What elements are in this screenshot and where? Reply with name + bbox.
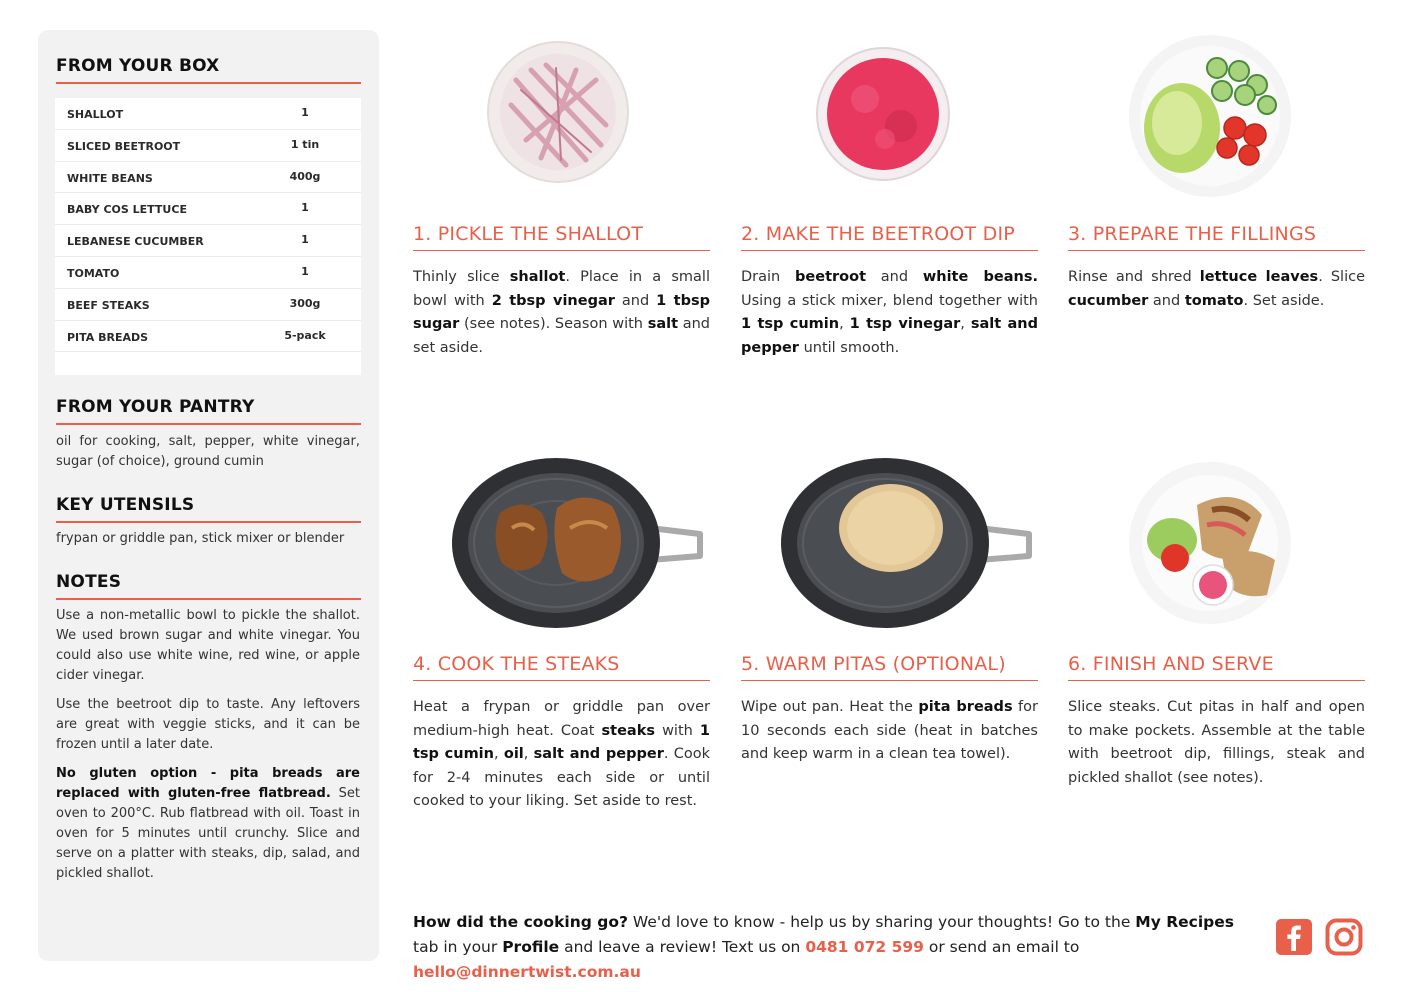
table-row <box>55 162 361 194</box>
box-ingredients-table <box>55 98 361 375</box>
facebook-icon[interactable] <box>1275 918 1313 956</box>
step-3-title: 3. PREPARE THE FILLINGS <box>1068 223 1365 251</box>
ingredient-name: TOMATO <box>67 266 120 280</box>
table-row <box>55 193 361 225</box>
feedback-footer: How did the cooking go? We'd love to know - help us by sharing your thoughts! Go to the My Recipes tab in your Profile and leave a review! Text us on 0481 072 599 or send an email to hello@dinnertwist.com.au <box>413 913 1234 981</box>
ingredient-name: BABY COS LETTUCE <box>67 203 187 217</box>
instagram-icon[interactable] <box>1325 918 1363 956</box>
finished-dish-photo <box>1127 460 1293 626</box>
beetroot-dip-photo <box>813 44 953 184</box>
pickled-shallot-photo <box>486 40 631 185</box>
ingredient-qty: 1 <box>301 264 309 278</box>
ingredient-qty: 1 <box>301 201 309 215</box>
box-heading: FROM YOUR BOX <box>56 56 361 84</box>
pantry-heading: FROM YOUR PANTRY <box>56 397 361 425</box>
ingredient-name: BEEF STEAKS <box>67 298 150 312</box>
step-4-title: 4. COOK THE STEAKS <box>413 653 710 681</box>
note-1: Use a non-metallic bowl to pickle the shallot. We used brown sugar and white vinegar. You could also use white wine, red wine, or apple cider vinegar. <box>56 608 360 683</box>
utensils-heading: KEY UTENSILS <box>56 495 361 523</box>
ingredient-name: LEBANESE CUCUMBER <box>67 235 204 249</box>
fillings-photo <box>1127 33 1293 199</box>
table-row <box>55 257 361 289</box>
table-row <box>55 130 361 162</box>
ingredient-name: SHALLOT <box>67 108 124 121</box>
step-5-title: 5. WARM PITAS (OPTIONAL) <box>741 653 1038 681</box>
table-row <box>55 321 361 353</box>
step-5-text: Wipe out pan. Heat the pita breads for 10 seconds each side (heat in batches and keep warm in a clean tea towel). <box>741 699 1038 762</box>
warm-pitas-photo <box>781 458 1033 628</box>
ingredient-qty: 400g <box>289 169 321 183</box>
step-6-title: 6. FINISH AND SERVE <box>1068 653 1365 681</box>
table-row <box>55 225 361 257</box>
notes-text <box>56 606 360 893</box>
step-4-text: Heat a frypan or griddle pan over medium-high heat. Coat steaks with 1 tsp cumin, oil, salt and pepper. Cook for 2-4 minutes each side or until cooked to your liking. Set aside to rest. <box>413 699 711 809</box>
step-3-text: Rinse and shred lettuce leaves. Slice cucumber and tomato. Set aside. <box>1068 269 1366 309</box>
ingredient-qty: 1 <box>301 233 309 247</box>
ingredients-sidebar <box>38 30 379 961</box>
step-2-text: Drain beetroot and white beans. Using a stick mixer, blend together with 1 tsp cumin, 1 tsp vinegar, salt and pepper until smooth. <box>741 269 1039 356</box>
ingredient-qty: 1 tin <box>290 137 320 151</box>
cook-steaks-photo <box>452 458 704 628</box>
ingredient-name: WHITE BEANS <box>67 171 153 185</box>
table-row <box>55 98 361 130</box>
note-3: No gluten option - pita breads are replaced with gluten-free flatbread. Set oven to 200°C. Rub flatbread with oil. Toast in oven for 5 minutes until crunchy. Slice and serve on a platter with steaks, dip, salad, and pickled shallot. <box>56 766 360 881</box>
ingredient-qty: 1 <box>301 106 309 119</box>
note-2: Use the beetroot dip to taste. Any leftovers are great with veggie sticks, and it can be frozen until a later date. <box>56 697 360 752</box>
notes-heading: NOTES <box>56 572 361 600</box>
ingredient-qty: 5-pack <box>284 328 326 342</box>
email-link[interactable]: hello@dinnertwist.com.au <box>413 963 641 981</box>
step-1-text: Thinly slice shallot. Place in a small bowl with 2 tbsp vinegar and 1 tbsp sugar (see notes). Season with salt and set aside. <box>413 269 710 356</box>
utensils-text: frypan or griddle pan, stick mixer or blender <box>56 531 345 546</box>
ingredient-name: SLICED BEETROOT <box>67 139 181 153</box>
pantry-text: oil for cooking, salt, pepper, white vinegar, sugar (of choice), ground cumin <box>56 434 360 469</box>
ingredient-name: PITA BREADS <box>67 330 149 344</box>
phone-link[interactable]: 0481 072 599 <box>805 938 924 956</box>
table-row <box>55 289 361 321</box>
ingredient-qty: 300g <box>289 296 321 310</box>
step-1-title: 1. PICKLE THE SHALLOT <box>413 223 710 251</box>
step-2-title: 2. MAKE THE BEETROOT DIP <box>741 223 1038 251</box>
step-6-text: Slice steaks. Cut pitas in half and open to make pockets. Assemble at the table with beetroot dip, fillings, steak and pickled shallot (see notes). <box>1068 699 1365 786</box>
